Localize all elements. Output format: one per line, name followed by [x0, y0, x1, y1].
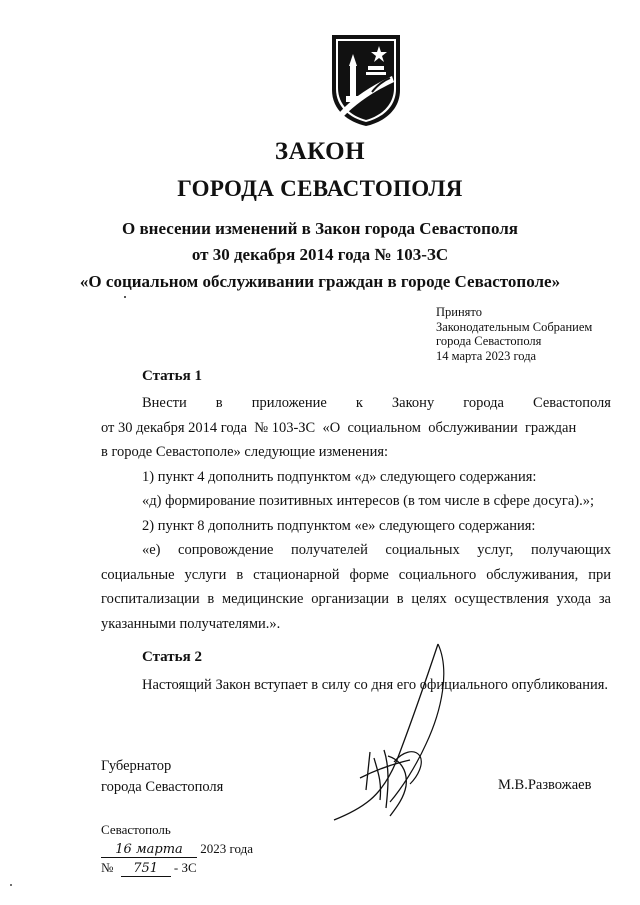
- article-1-item-1: 1) пункт 4 дополнить подпунктом «д» следующего содержания:: [142, 468, 537, 485]
- word: Закону: [391, 395, 435, 411]
- signatory-name: М.В.Развожаев: [498, 777, 592, 793]
- adoption-line: Законодательным Собранием: [436, 319, 593, 334]
- city-title: ГОРОДА СЕВАСТОПОЛЯ: [177, 176, 463, 201]
- subtitle-line-2: от 30 декабря 2014 года № 103-ЗС: [191, 245, 449, 264]
- article-1-item-2-text: «е) сопровождение получателей социальных услуг, получающих социальные услуги в стационарной форме социального обслуживания, при госпитализации в медицинские организации в целях осуществления ухода за указанными получателями.».: [101, 542, 611, 632]
- subtitle-line-3: «О социальном обслуживании граждан в городе Севастополе»: [79, 272, 561, 291]
- word: Севастополя: [533, 395, 611, 411]
- document-type-title: ЗАКОН: [274, 138, 366, 165]
- article-2-text: Настоящий Закон вступает в силу со дня его официального опубликования.: [142, 677, 609, 693]
- article-2-heading: Статья 2: [142, 649, 202, 665]
- stray-dot: [124, 296, 126, 298]
- subtitle-line-1: О внесении изменений в Закон города Севастополя: [122, 219, 518, 238]
- adoption-note: [436, 305, 592, 363]
- article-1-item-1-text: «д) формирование позитивных интересов (в том числе в сфере досуга).»;: [142, 493, 595, 509]
- word: города: [463, 395, 504, 411]
- adoption-line: города Севастополя: [436, 334, 542, 348]
- document-number: [101, 858, 253, 877]
- article-1-item-2: 2) пункт 8 дополнить подпунктом «е» следующего содержания:: [142, 517, 536, 534]
- article-1-intro-line-2: от 30 декабря 2014 года № 103-ЗС «О социальном обслуживании граждан: [101, 419, 577, 436]
- adoption-line: Принято: [436, 305, 482, 319]
- handwritten-number: 751: [121, 862, 171, 877]
- number-prefix: №: [101, 860, 114, 875]
- document-footer: [101, 820, 253, 877]
- signatory-position: [101, 756, 223, 798]
- article-1-intro-line-1: [101, 391, 611, 416]
- coat-of-arms-icon: [328, 32, 404, 128]
- article-1-heading: Статья 1: [142, 368, 202, 384]
- handwritten-signature-icon: [330, 640, 480, 835]
- place-of-signing: Севастополь: [101, 822, 171, 837]
- position-line: города Севастополя: [101, 779, 224, 795]
- word: к: [355, 395, 363, 411]
- signing-date: [101, 839, 253, 858]
- stray-dot: [10, 884, 12, 886]
- article-1-body: [101, 391, 611, 636]
- article-1-intro-line-3: в городе Севастополе» следующие изменения:: [101, 444, 389, 460]
- word: приложение: [251, 395, 327, 411]
- date-year: 2023 года: [197, 841, 254, 856]
- adoption-date: 14 марта 2023 года: [436, 348, 537, 363]
- position-line: Губернатор: [101, 758, 172, 774]
- number-suffix: - ЗС: [173, 860, 197, 875]
- word: в: [215, 395, 223, 411]
- word: Внести: [142, 395, 187, 411]
- handwritten-date: 16 марта: [101, 843, 197, 858]
